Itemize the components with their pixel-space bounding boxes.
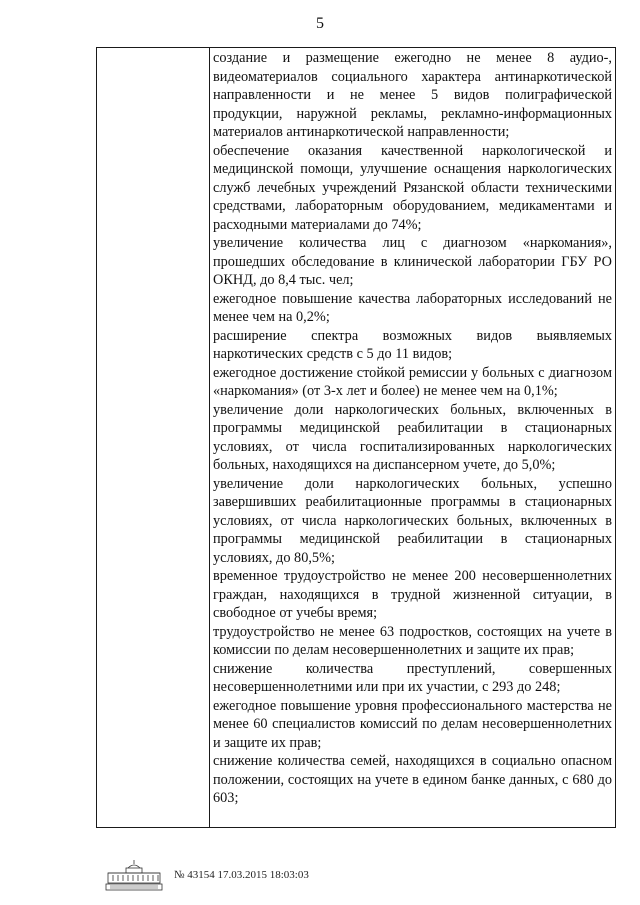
list-item: создание и размещение ежегодно не менее 8 аудио-, видеоматериалов социального характера антинаркотической направленности и не менее 5 видов полиграфической продукции, наружной рекламы, рекламно-информационных материалов антинаркотической направленности; [213, 50, 612, 140]
list-item: увеличение доли наркологических больных, включенных в программы медицинской реабилитации в стационарных условиях, от числа госпитализированных наркологических больных, находящихся на диспансерном учете, до 5,0%; [213, 401, 612, 473]
document-footer [104, 858, 364, 892]
list-item: трудоустройство не менее 63 подростков, состоящих на учете в комиссии по делам несовершеннолетних и защите их прав; [213, 623, 612, 658]
list-item: снижение количества преступлений, совершенных несовершеннолетними или при их участии, с 293 до 248; [213, 660, 612, 695]
document-table [96, 47, 616, 828]
list-item: ежегодное повышение качества лабораторных исследований не менее чем на 0,2%; [213, 290, 612, 325]
list-item: расширение спектра возможных видов выявляемых наркотических средств с 5 до 11 видов; [213, 327, 612, 362]
table-left-column [97, 48, 210, 827]
list-item: ежегодное достижение стойкой ремиссии у больных с диагнозом «наркомания» (от 3-х лет и более) не менее чем на 0,1%; [213, 364, 612, 399]
registration-stamp-text: № 43154 17.03.2015 18:03:03 [174, 869, 309, 881]
list-item: ежегодное повышение уровня профессионального мастерства не менее 60 специалистов комиссий по делам несовершеннолетних и защите их прав; [213, 697, 612, 751]
list-item: обеспечение оказания качественной наркологической и медицинской помощи, улучшение оснащения наркологических служб лечебных учреждений Рязанской области техническими средствами, лабораторным оборудованием, медикаментами и расходными материалами до 74%; [213, 142, 612, 233]
list-item: временное трудоустройство не менее 200 несовершеннолетних граждан, находящихся в трудной жизненной ситуации, в свободное от учебы время; [213, 568, 612, 621]
government-building-icon [104, 858, 164, 892]
list-item: снижение количества семей, находящихся в социально опасном положении, состоящих на учете в едином банке данных, с 680 до 603; [213, 753, 612, 806]
list-item: увеличение количества лиц с диагнозом «наркомания», прошедших обследование в клинической лаборатории ГБУ РО ОКНД, до 8,4 тыс. чел; [213, 235, 612, 288]
page-number: 5 [316, 15, 324, 32]
list-item: увеличение доли наркологических больных, успешно завершивших реабилитационные программы в стационарных условиях, от числа наркологических больных, включенных в программы медицинской реабилитации в стационарных условиях, до 80,5%; [213, 475, 612, 566]
table-right-column [213, 49, 612, 808]
